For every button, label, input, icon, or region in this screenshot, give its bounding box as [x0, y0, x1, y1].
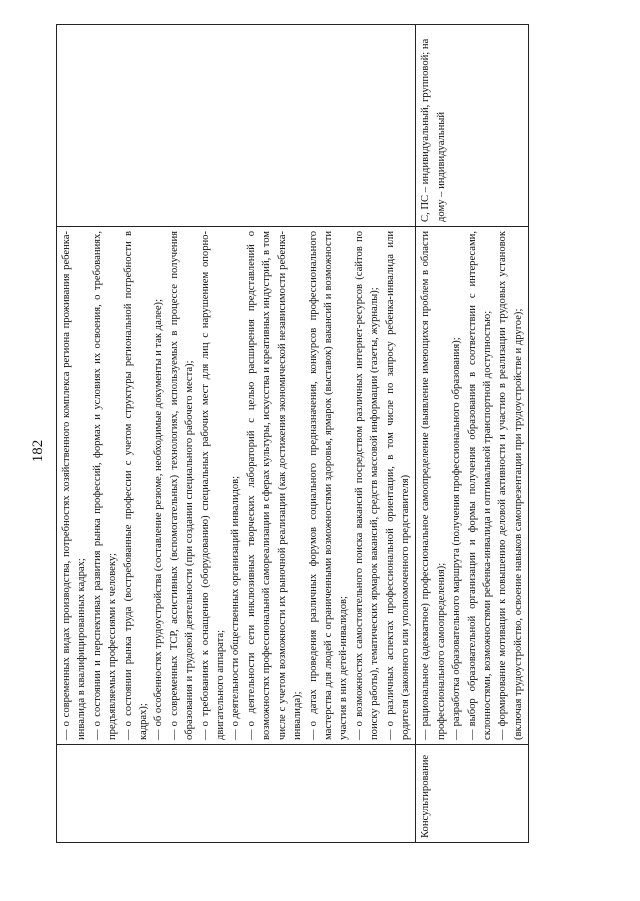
services-table [56, 24, 529, 843]
content-list [59, 231, 413, 740]
service-name-cell: Консультирование [416, 745, 529, 843]
list-item: —о деятельности сети инклюзивных творческих лабораторий с целью расширения представлений о возможностях профессиональной самореализации в сферах культуры, искусства и креативных индустрий, в том числе с учетом возможности их рыночной реализации (как достижения экономической независимости ребенка-инвалида); [245, 231, 304, 740]
list-item: —разработка образовательного маршрута (получения профессионального образования); [451, 337, 463, 740]
list-item: —о состоянии рынка труда (востребованные профессии с учетом структуры региональной потребности в кадрах); [122, 231, 150, 740]
service-form-cell: С, ПС – индивидуальный, групповой; на дому – индивидуальный [416, 25, 529, 227]
list-item: —о состоянии и перспективах развития рынка профессий, формах и условиях их освоения, о требованиях, предъявляемых профессиями к человеку; [91, 231, 119, 740]
service-form-cell [57, 25, 416, 227]
service-content-cell [416, 227, 529, 745]
list-item: —о датах проведения различных форумов социального предназначения, конкурсов профессионального мастерства для людей с ограниченными возможностями здоровья, ярмарок (выставок) вакансий и возможности участия в них детей-инвалидов; [307, 231, 350, 740]
list-item: —рациональное (адекватное) профессиональное самоопределение (выявление имеющихся проблем в области профессионального самоопределения); [420, 231, 447, 740]
table-row [57, 25, 416, 843]
service-name-cell [57, 745, 416, 843]
list-item: —о возможностях самостоятельного поиска вакансий посредством различных интернет-ресурсов (сайтов по поиску работы), тематических ярмарок вакансий, средств массовой информации (газеты, журналы); [353, 231, 381, 740]
list-item: —о требованиях к оснащению (оборудованию) специальных рабочих мест для лиц с нарушением опорно-двигательного аппарата; [199, 231, 227, 740]
list-item: —о различных аспектах профессиональной ориентации, в том числе по запросу ребенка-инвалида или родителя (законного или уполномоченного представителя) [384, 231, 411, 740]
list-item: —об особенностях трудоустройства (составление резюме, необходимые документы и так далее); [153, 298, 165, 740]
content-list [418, 231, 526, 740]
service-content-cell [57, 227, 416, 745]
table-row [416, 25, 529, 843]
list-item: —о современных видах производства, потребностях хозяйственного комплекса региона проживания ребенка-инвалида в квалифицированных кадрах; [61, 231, 88, 740]
list-item: —о деятельности общественных организаций инвалидов; [230, 475, 242, 740]
list-item: —о современных ТСР, ассистивных (вспомогательных) технологиях, используемых в процессе получения образования и трудовой деятельности (при создании специального рабочего места); [168, 231, 196, 740]
page-number: 182 [30, 439, 46, 463]
list-item: —выбор образовательной организации и формы получения образования в соответствии с интересами, склонностями, возможностями ребенка-инвалида и оптимальной транспортной доступностью; [466, 231, 493, 740]
list-item: —формирование мотивации к повышению деловой активности и участию в реализации трудовых установок (включая трудоустройство, освоение навыков самопрезентации при трудоустройстве и другое); [497, 231, 524, 740]
